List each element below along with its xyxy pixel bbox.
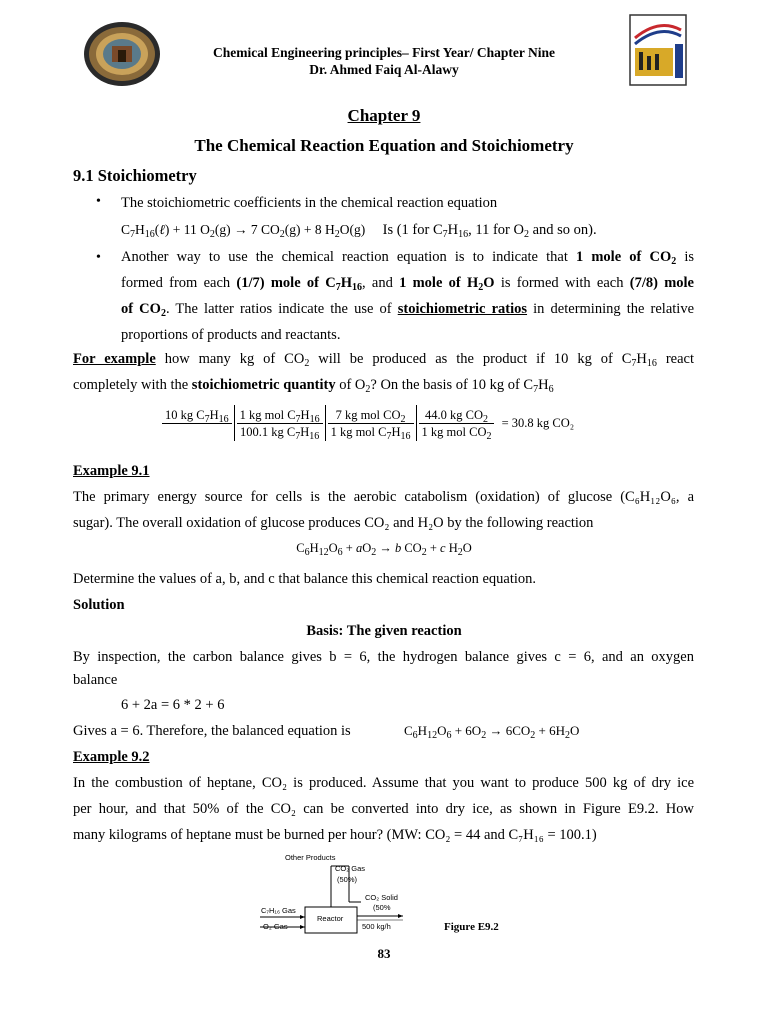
- calculation-result: = 30.8 kg CO₂: [501, 415, 575, 430]
- example-9-2-para-c: many kilograms of heptane must be burned per hour? (MW: CO₂ = 44 and C₇H₁₆ = 100.1): [73, 827, 597, 843]
- for-example-line-1: For example how many kg of $CO_2$ will be produced as the product if 10 kg of $C_7H_{16}$ react: [73, 351, 694, 369]
- example-9-1-para-1b: sugar). The overall oxidation of glucose produces CO₂ and H₂O by the following reaction: [73, 515, 594, 531]
- example-9-1-para-3a: By inspection, the carbon balance gives b = 6, the hydrogen balance gives c = 6, and an oxygen: [73, 649, 694, 665]
- glucose-oxidation-equation: $C_6H_{12}O_6 + aO_2 \to b$ $CO_2 + c$ $H_2O$: [296, 541, 472, 558]
- balanced-glucose-equation: $C_6H_{12}O_6 + 6O_2 \to 6CO_2 + 6H_2O$: [404, 723, 580, 741]
- example-9-2-label: Example 9.2: [73, 749, 150, 765]
- page-number: 83: [377, 946, 391, 961]
- bullet-2-line-4: proportions of products and reactants.: [121, 327, 341, 343]
- chapter-number: Chapter 9: [347, 106, 421, 125]
- bullet-marker: •: [96, 194, 101, 209]
- header-line-2: Dr. Ahmed Faiq Al-Alawy: [309, 62, 459, 77]
- c7h16-gas-label: C₇H₁₆ Gas: [261, 906, 296, 915]
- basis-label: Basis: The given reaction: [306, 623, 462, 639]
- example-9-2-para-b: per hour, and that 50% of the CO₂ can be converted into dry ice, as shown in Figure E9.2. How: [73, 801, 694, 817]
- bullet-2-line-3: of $CO_2$. The latter ratios indicate the use of stoichiometric ratios in determining the relative: [121, 301, 695, 319]
- heptane-combustion-equation: $C_7H_{16}(\ell) + 11$ $O_2(g) \to 7$ $CO_2(g) + 8$ $H_2O(g)$ Is (1 for $C_7H_{16}$, 11 for $O_2$ and so on).: [121, 222, 597, 240]
- example-9-1-label: Example 9.1: [73, 463, 150, 479]
- oxygen-balance-equation: 6 + 2a = 6 * 2 + 6: [121, 697, 225, 713]
- example-9-1-para-1a: The primary energy source for cells is the aerobic catabolism (oxidation) of glucose (C₆H₁₂O₆, a: [73, 489, 694, 505]
- example-9-1-conclusion: Gives a = 6. Therefore, the balanced equation is: [73, 723, 351, 739]
- for-example-line-2: completely with the stoichiometric quantity of $O_2$? On the basis of 10 kg of $C_7H_6$: [73, 377, 554, 395]
- co2-solid-label: CO₂ Solid: [365, 893, 398, 902]
- section-title: 9.1 Stoichiometry: [73, 166, 197, 185]
- bullet-marker: •: [96, 250, 101, 265]
- bullet-1-text: The stoichiometric coefficients in the chemical reaction equation: [121, 195, 498, 211]
- co2-gas-percent: (50%): [337, 875, 358, 884]
- example-9-2-para-a: In the combustion of heptane, CO₂ is produced. Assume that you want to produce 500 kg of dry ice: [73, 775, 694, 791]
- solution-label: Solution: [73, 597, 125, 613]
- chapter-title: The Chemical Reaction Equation and Stoichiometry: [194, 136, 574, 155]
- conversion-calculation: 10 kg $C_7H_{16}$ $\frac{1 kg mol C_7H_{16}}{100.1 kg C_7H_{16}}$ $\frac{7 kg mol CO_2}{1 kg mol C_7H_{16}}$ $\frac{44.0 kg CO_2}{1 kg mol CO_2}$ = 30.8 kg CO₂: [162, 405, 574, 441]
- co2-solid-percent: (50%: [373, 903, 391, 912]
- example-9-1-para-2: Determine the values of a, b, and c that balance this chemical reaction equation.: [73, 571, 537, 587]
- o2-gas-label: O₂ Gas: [263, 922, 288, 931]
- figure-caption: Figure E9.2: [444, 921, 499, 933]
- production-rate-label: 500 kg/h: [362, 922, 391, 931]
- reactor-label: Reactor: [317, 914, 344, 923]
- bullet-2-line-1: Another way to use the chemical reaction equation is to indicate that 1 mole of $CO_2$ is: [121, 249, 695, 267]
- bullet-2-line-2: formed from each (1/7) mole of $C_7H_{16}$, and 1 mole of $H_2O$ is formed with each (7/8) mole: [121, 275, 694, 293]
- co2-gas-label: CO₂ Gas: [335, 864, 365, 873]
- example-9-1-para-3b: balance: [73, 672, 118, 688]
- other-products-label: Other Products: [285, 853, 336, 862]
- header-line-1: Chemical Engineering principles– First Year/ Chapter Nine: [213, 45, 555, 60]
